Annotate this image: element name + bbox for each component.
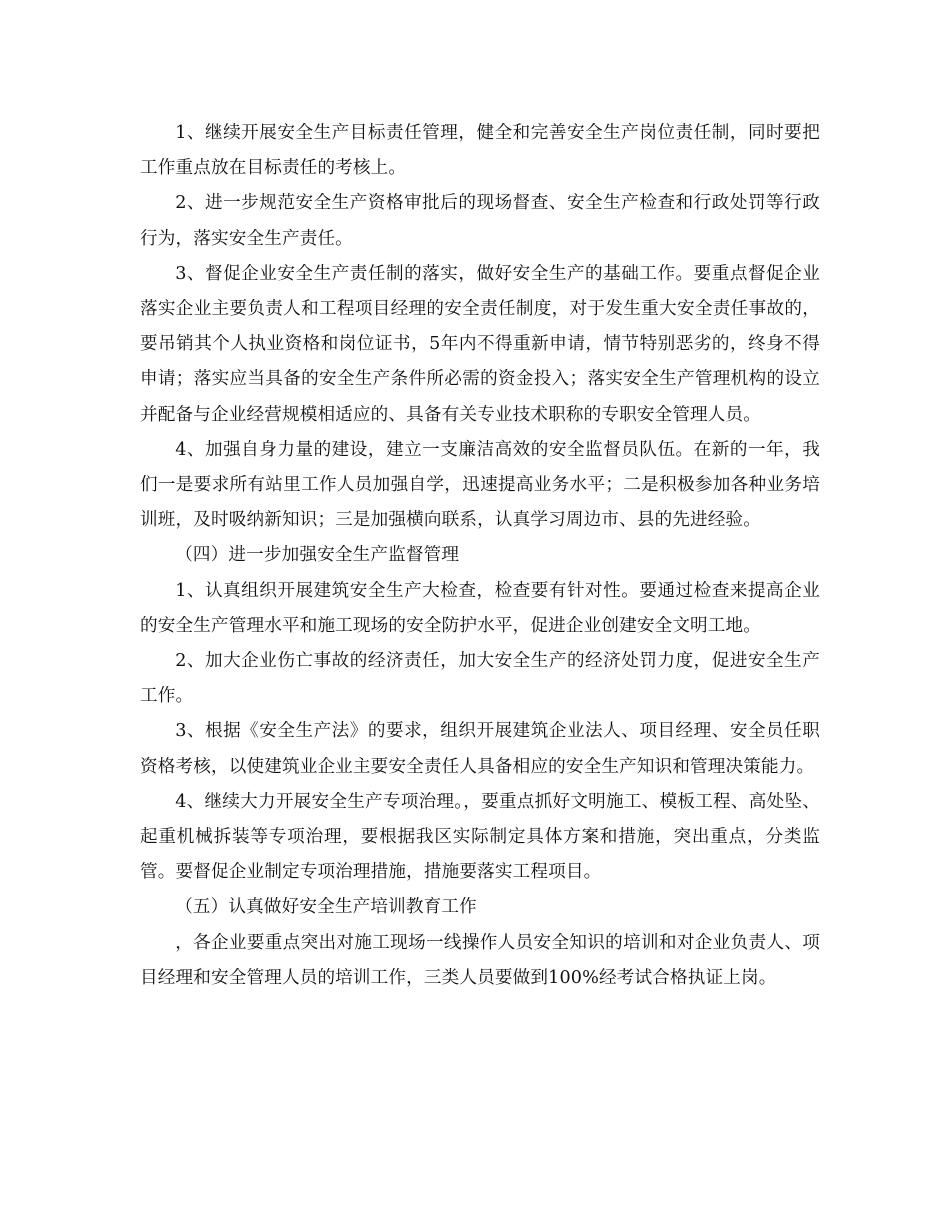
paragraph-3: 3、督促企业安全生产责任制的落实，做好安全生产的基础工作。要重点督促企业落实企业主要负责人和工程项目经理的安全责任制度，对于发生重大安全责任事故的，要吊销其个人执业资格和岗位证书，5年内不得重新申请，情节特别恶劣的，终身不得申请；落实应当具备的安全生产条件所必需的资金投入；落实安全生产管理机构的设立并配备与企业经营规模相适应的、具备有关专业技术职称的专职安全管理人员。 xyxy=(140,263,820,425)
paragraph-1: 1、继续开展安全生产目标责任管理，健全和完善安全生产岗位责任制，同时要把工作重点放在目标责任的考核上。 xyxy=(140,123,820,179)
paragraph-7: 3、根据《安全生产法》的要求，组织开展建筑企业法人、项目经理、安全员任职资格考核，以使建筑业企业主要安全责任人具备相应的安全生产知识和管理决策能力。 xyxy=(140,721,820,777)
paragraph-4: 4、加强自身力量的建设，建立一支廉洁高效的安全监督员队伍。在新的一年，我们一是要求所有站里工作人员加强自学，迅速提高业务水平；二是积极参加各种业务培训班，及时吸纳新知识；三是加强横向联系，认真学习周边市、县的先进经验。 xyxy=(140,439,820,531)
paragraph-5: 1、认真组织开展建筑安全生产大检查，检查要有针对性。要通过检查来提高企业的安全生产管理水平和施工现场的安全防护水平，促进企业创建安全文明工地。 xyxy=(140,580,820,636)
section-heading-4: （四）进一步加强安全生产监督管理 xyxy=(175,545,460,566)
paragraph-9: ，各企业要重点突出对施工现场一线操作人员安全知识的培训和对企业负责人、项目经理和安全管理人员的培训工作，三类人员要做到100%经考试合格执证上岗。 xyxy=(140,932,820,988)
paragraph-6: 2、加大企业伤亡事故的经济责任，加大安全生产的经济处罚力度，促进安全生产工作。 xyxy=(140,651,820,707)
paragraph-2: 2、进一步规范安全生产资格审批后的现场督查、安全生产检查和行政处罚等行政行为，落实安全生产责任。 xyxy=(140,193,820,249)
paragraph-8: 4、继续大力开展安全生产专项治理。，要重点抓好文明施工、模板工程、高处坠、起重机械拆装等专项治理，要根据我区实际制定具体方案和措施，突出重点，分类监管。要督促企业制定专项治理措施，措施要落实工程项目。 xyxy=(140,791,820,883)
document-page xyxy=(140,116,820,996)
section-heading-5: （五）认真做好安全生产培训教育工作 xyxy=(175,897,477,918)
